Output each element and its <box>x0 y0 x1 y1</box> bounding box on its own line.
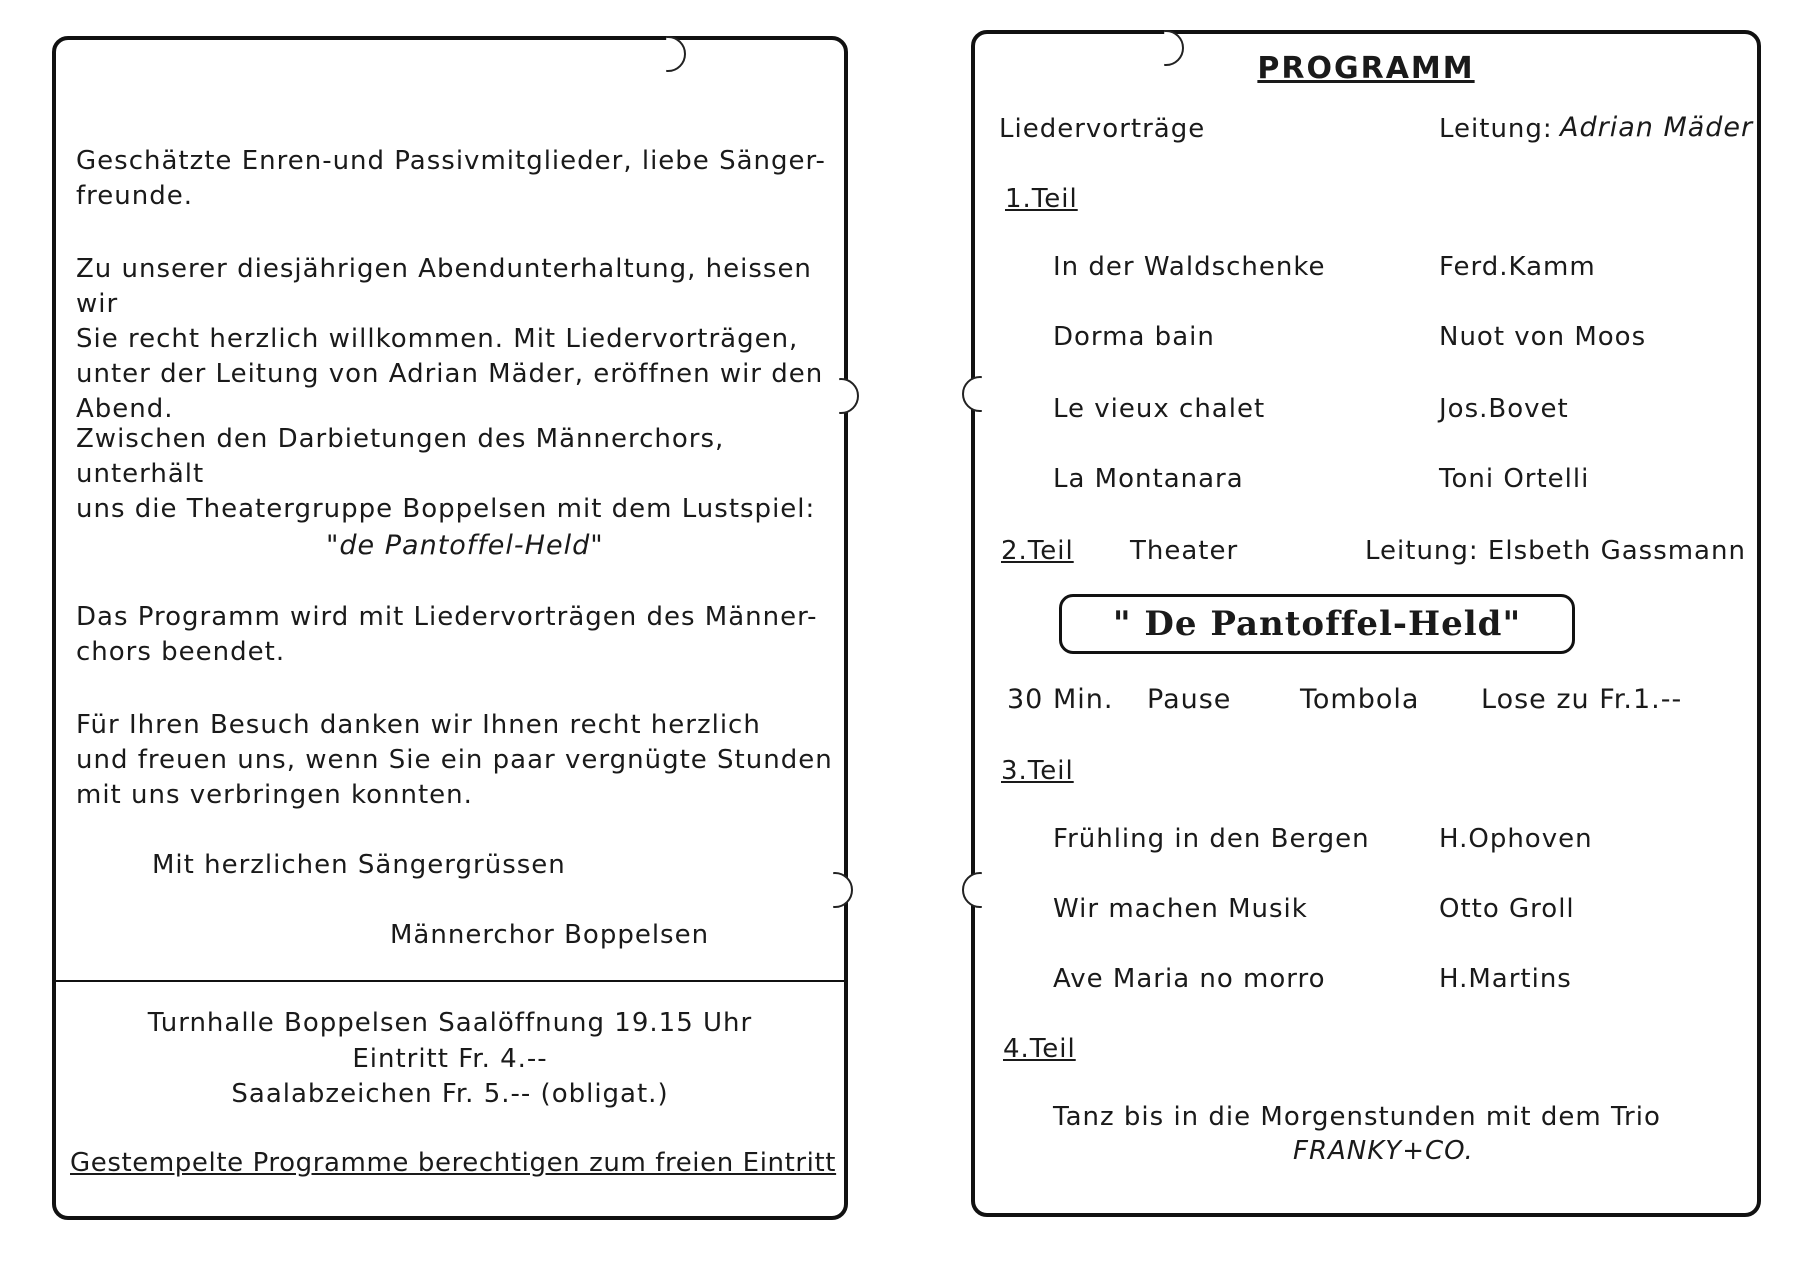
entry-price: Eintritt Fr. 4.-- <box>352 1044 548 1074</box>
venue-line: Turnhalle Boppelsen Saalöffnung 19.15 Uhr <box>147 1008 753 1038</box>
closing-greeting: Mit herzlichen Sängergrüssen <box>152 850 566 880</box>
play-title-box <box>1059 594 1575 654</box>
song-composer: Jos.Bovet <box>1439 394 1569 424</box>
part-1-label: 1.Teil <box>1005 184 1078 214</box>
song-composer: Ferd.Kamm <box>1439 252 1596 282</box>
part-2-label: 2.Teil <box>1001 536 1074 566</box>
pause-label: Pause <box>1147 684 1232 715</box>
play-title: "de Pantoffel-Held" <box>326 530 604 561</box>
paragraph-welcome: Zu unserer diesjährigen Abendunterhaltung, heissen wir Sie recht herzlich willkommen. Mit Liedervorträgen, unter der Leitung von Adrian Mäder, eröffnen wir den Abend. <box>76 254 824 424</box>
paragraph-theater: Zwischen den Darbietungen des Männerchors, unterhält uns die Theatergruppe Boppelsen mit dem Lustspiel: <box>76 424 816 524</box>
song-composer: H.Martins <box>1439 964 1572 994</box>
song-title: Wir machen Musik <box>1053 894 1308 924</box>
song-composer: Nuot von Moos <box>1439 322 1647 352</box>
part-4-label: 4.Teil <box>1003 1034 1076 1064</box>
band-name: FRANKY+CO. <box>1293 1136 1474 1166</box>
greeting: Geschätzte Enren-und Passivmitglieder, liebe Sänger- freunde. <box>76 146 826 211</box>
song-title: Ave Maria no morro <box>1053 964 1326 994</box>
section-label: Liedervorträge <box>999 114 1206 144</box>
part-2-leitung: Leitung: Elsbeth Gassmann <box>1365 536 1746 566</box>
song-title: In der Waldschenke <box>1053 252 1326 282</box>
paragraph-thanks: Für Ihren Besuch danken wir Ihnen recht herzlich und freuen uns, wenn Sie ein paar vergnügte Stunden mit uns verbringen konnten. <box>76 710 833 810</box>
dance-line: Tanz bis in die Morgenstunden mit dem Trio <box>1053 1102 1661 1132</box>
song-composer: Otto Groll <box>1439 894 1575 924</box>
badge-price: Saalabzeichen Fr. 5.-- (obligat.) <box>231 1079 669 1109</box>
program-panel <box>971 30 1761 1217</box>
leitung-label: Leitung: <box>1439 114 1553 144</box>
pause-duration: 30 Min. <box>1007 684 1114 715</box>
leitung-name: Adrian Mäder <box>1560 112 1754 143</box>
song-title: Le vieux chalet <box>1053 394 1266 424</box>
song-title: La Montanara <box>1053 464 1244 494</box>
paragraph-closing-program: Das Programm wird mit Liedervorträgen des Männer- chors beendet. <box>76 602 818 667</box>
tombola-label: Tombola <box>1300 684 1420 715</box>
lose-price: Lose zu Fr.1.-- <box>1481 684 1683 715</box>
part-3-label: 3.Teil <box>1001 756 1074 786</box>
play-title: " De Pantoffel-Held" <box>1112 604 1522 644</box>
song-title: Dorma bain <box>1053 322 1215 352</box>
signature: Männerchor Boppelsen <box>390 920 710 950</box>
program-title: PROGRAMM <box>1257 51 1475 86</box>
stamp-note: Gestempelte Programme berechtigen zum freien Eintritt <box>70 1148 837 1178</box>
part-2-kind: Theater <box>1130 536 1239 566</box>
invitation-panel <box>52 36 848 1220</box>
song-composer: Toni Ortelli <box>1439 464 1590 494</box>
song-title: Frühling in den Bergen <box>1053 824 1370 854</box>
divider <box>56 980 844 982</box>
song-composer: H.Ophoven <box>1439 824 1593 854</box>
